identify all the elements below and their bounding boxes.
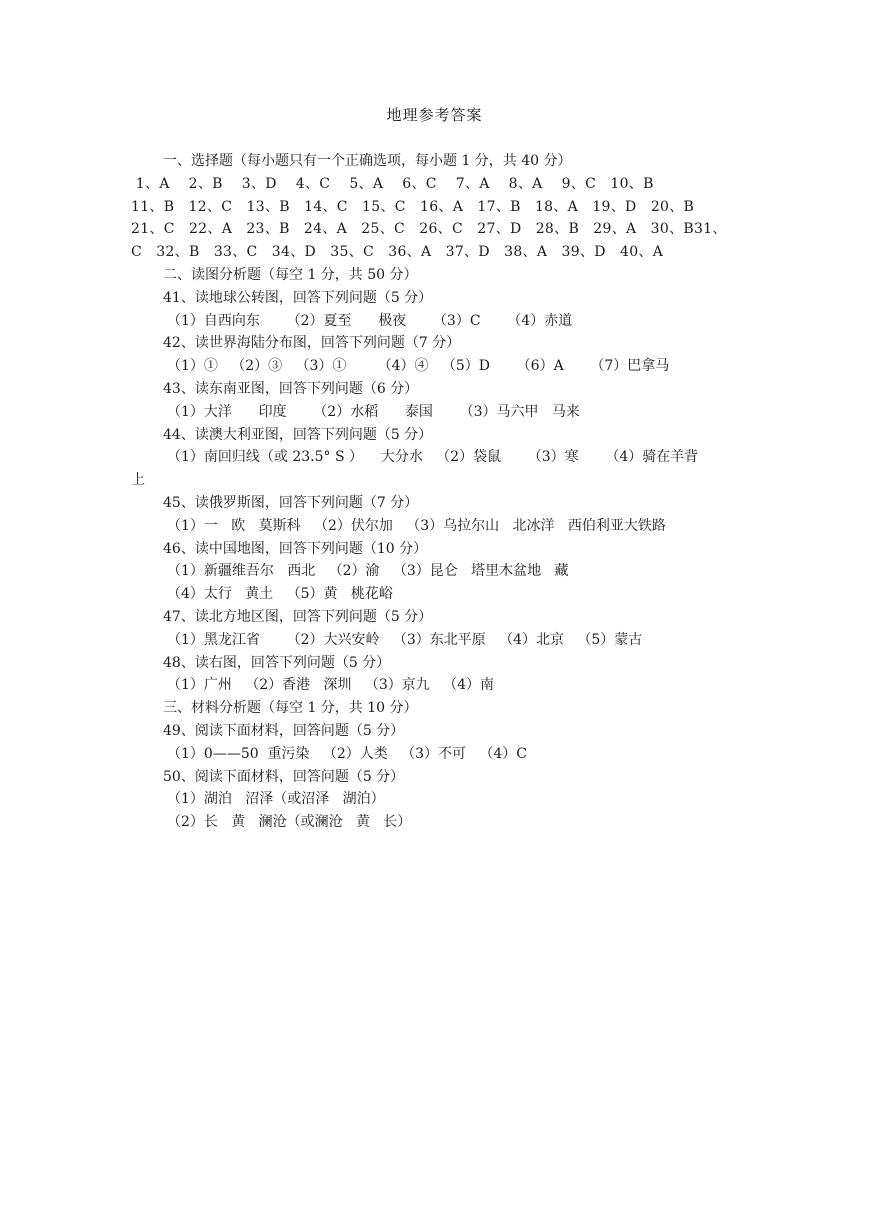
document-title: 地理参考答案 (386, 106, 483, 124)
question-heading: 44、读澳大利亚图，回答下列问题（5 分） (163, 426, 433, 443)
answer-line-continuation: 上 (131, 472, 145, 489)
answer-row: 11、B 12、C 13、B 14、C 15、C 16、A 17、B 18、A 19、D 20、B (131, 198, 695, 215)
question-heading: 48、读右图，回答下列问题（5 分） (163, 654, 391, 671)
answer-line: （1）一 欧 莫斯科 （2）伏尔加 （3）乌拉尔山 北冰洋 西伯利亚大铁路 (167, 517, 666, 534)
question-heading: 47、读北方地区图，回答下列问题（5 分） (163, 608, 433, 625)
section-heading: 一、选择题（每小题只有一个正确选项，每小题 1 分，共 40 分） (163, 153, 572, 169)
answer-line: （1）广州 （2）香港 深圳 （3）京九 （4）南 (167, 677, 495, 694)
answer-line: （1）① （2）③ （3）① （4）④ （5）D （6）A （7）巴拿马 (167, 358, 670, 375)
answer-line: （2）长 黄 澜沧（或澜沧 黄 长） (167, 814, 412, 831)
answer-line: （1）0——50 重污染 （2）人类 （3）不可 （4）C (167, 745, 528, 762)
answer-line: （1）湖泊 沼泽（或沼泽 湖泊） (167, 791, 385, 808)
question-heading: 46、读中国地图，回答下列问题（10 分） (163, 540, 428, 557)
answer-content (131, 150, 751, 834)
question-heading: 41、读地球公转图，回答下列问题（5 分） (163, 289, 433, 306)
question-heading: 50、阅读下面材料，回答问题（5 分） (163, 768, 405, 785)
answer-line: （1）南回归线（或 23.5° S ） 大分水 （2）袋鼠 （3）寒 （4）骑在羊背 (167, 449, 699, 466)
answer-line: （1）大洋 印度 （2）水稻 泰国 （3）马六甲 马来 (167, 403, 580, 420)
section-heading: 三、材料分析题（每空 1 分，共 10 分） (163, 700, 418, 717)
question-heading: 43、读东南亚图，回答下列问题（6 分） (163, 380, 419, 397)
question-heading: 42、读世界海陆分布图，回答下列问题（7 分） (163, 335, 461, 352)
answer-line: （1）黑龙江省 （2）大兴安岭 （3）东北平原 （4）北京 （5）蒙古 (167, 631, 643, 648)
answer-row: 21、C 22、A 23、B 24、A 25、C 26、C 27、D 28、B 29、A 30、B31、 (131, 221, 727, 238)
answer-row: 1、A 2、B 3、D 4、C 5、A 6、C 7、A 8、A 9、C 10、B (131, 175, 654, 192)
answer-line: （1）自西向东 （2）夏至 极夜 （3）C （4）赤道 (167, 312, 573, 329)
answer-row: C 32、B 33、C 34、D 35、C 36、A 37、D 38、A 39、D 40、A (131, 244, 664, 261)
section-heading: 二、读图分析题（每空 1 分，共 50 分） (163, 266, 418, 283)
question-heading: 49、阅读下面材料，回答问题（5 分） (163, 722, 405, 739)
answer-line: （1）新疆维吾尔 西北 （2）渝 （3）昆仑 塔里木盆地 藏 (167, 563, 569, 580)
question-heading: 45、读俄罗斯图，回答下列问题（7 分） (163, 494, 419, 511)
answer-line: （4）太行 黄土 （5）黄 桃花峪 (167, 586, 393, 603)
